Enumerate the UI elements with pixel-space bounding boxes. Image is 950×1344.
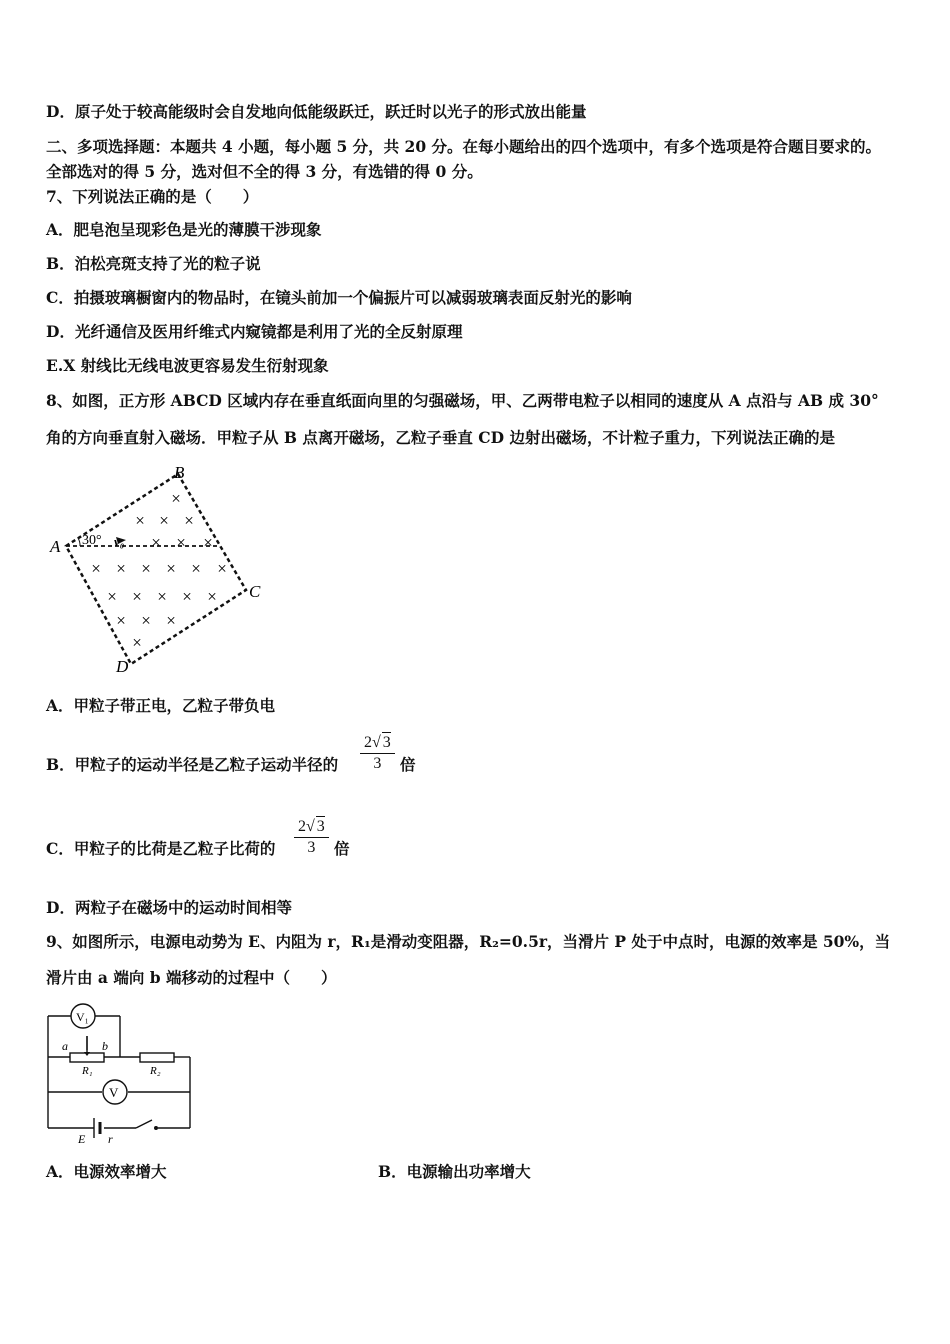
- q8-option-b-text: B．甲粒子的运动半径是乙粒子运动半径的: [46, 755, 339, 774]
- fraction-radicand: 3: [316, 818, 325, 835]
- q7-option-c: C．拍摄玻璃橱窗内的物品时，在镜头前加一个偏振片可以减弱玻璃表面反射光的影响: [46, 288, 632, 307]
- field-mark-x: ×: [151, 533, 161, 552]
- field-mark-x: ×: [116, 559, 126, 578]
- field-mark-x: ×: [116, 611, 126, 630]
- q9-stem-line1: 9、如图所示，电源电动势为 E、内阻为 r，R₁是滑动变阻器，R₂=0.5r，当滑片 P 处于中点时，电源的效率是 50%，当: [46, 932, 891, 951]
- field-mark-x: ×: [166, 559, 176, 578]
- label-r1: R₁: [82, 1065, 93, 1077]
- field-mark-x: ×: [166, 611, 176, 630]
- field-mark-x: ×: [141, 611, 151, 630]
- label-d: D: [116, 657, 129, 676]
- label-c: C: [249, 582, 261, 601]
- angle-label: 30°: [82, 533, 102, 548]
- angle-arc: [78, 538, 80, 546]
- field-mark-x: ×: [132, 633, 142, 652]
- field-mark-x: ×: [184, 511, 194, 530]
- resistor-r2: [140, 1053, 174, 1062]
- fraction-denominator: 3: [307, 839, 316, 856]
- label-b: B: [174, 463, 185, 482]
- field-mark-x: ×: [91, 559, 101, 578]
- field-mark-x: ×: [182, 587, 192, 606]
- q9-circuit-figure: [44, 1002, 204, 1148]
- sqrt-sign: √: [306, 818, 315, 835]
- q8-option-b-fraction: [360, 732, 395, 774]
- field-marks: [91, 489, 227, 652]
- velocity-label: v₀: [114, 534, 125, 549]
- fraction-denominator: 3: [373, 755, 382, 772]
- q8-option-c-suffix: 倍: [334, 839, 350, 858]
- q7-option-e: E.X 射线比无线电波更容易发生衍射现象: [46, 356, 329, 375]
- q7-option-a: A．肥皂泡呈现彩色是光的薄膜干涉现象: [46, 220, 322, 239]
- q8-option-c-text: C．甲粒子的比荷是乙粒子比荷的: [46, 839, 276, 858]
- switch-blade: [136, 1120, 152, 1128]
- q9-stem-line2: 滑片由 a 端向 b 端移动的过程中（ ）: [46, 968, 337, 987]
- slider-arrow: [84, 1052, 90, 1056]
- q9-option-b: B．电源输出功率增大: [378, 1162, 531, 1181]
- field-mark-x: ×: [141, 559, 151, 578]
- q8-option-c-fraction: [294, 816, 329, 858]
- sqrt-sign: √: [372, 734, 381, 751]
- q9-option-a: A．电源效率增大: [46, 1162, 167, 1181]
- label-r: r: [108, 1132, 113, 1146]
- q8-stem-line2: 角的方向垂直射入磁场．甲粒子从 B 点离开磁场，乙粒子垂直 CD 边射出磁场，不计粒子重力，下列说法正确的是: [46, 428, 835, 447]
- fraction-coefficient: 2: [298, 818, 306, 835]
- label-a: A: [50, 537, 61, 556]
- fraction-coefficient: 2: [364, 734, 372, 751]
- field-mark-x: ×: [135, 511, 145, 530]
- label-v: V: [109, 1085, 119, 1100]
- q6-option-d: D．原子处于较高能级时会自发地向低能级跃迁，跃迁时以光子的形式放出能量: [46, 102, 587, 121]
- field-mark-x: ×: [217, 559, 227, 578]
- switch-contact: [154, 1126, 158, 1130]
- field-mark-x: ×: [191, 559, 201, 578]
- field-mark-x: ×: [157, 587, 167, 606]
- field-mark-x: ×: [203, 533, 213, 552]
- section2-instructions: 二、多项选择题：本题共 4 小题，每小题 5 分，共 20 分。在每小题给出的四个选项中，有多个选项是符合题目要求的。: [46, 137, 882, 156]
- field-mark-x: ×: [132, 587, 142, 606]
- field-mark-x: ×: [207, 587, 217, 606]
- section2-scoring: 全部选对的得 5 分，选对但不全的得 3 分，有选错的得 0 分。: [46, 162, 483, 181]
- label-a: a: [62, 1039, 68, 1053]
- label-b: b: [102, 1039, 108, 1053]
- q8-magnetic-field-figure: [44, 460, 274, 680]
- field-mark-x: ×: [107, 587, 117, 606]
- label-v1: V₁: [76, 1010, 89, 1024]
- q7-stem: 7、下列说法正确的是（ ）: [46, 187, 259, 206]
- fraction-radicand: 3: [382, 734, 391, 751]
- q7-option-b: B．泊松亮斑支持了光的粒子说: [46, 254, 261, 273]
- label-r2: R₂: [150, 1065, 161, 1077]
- q8-option-b-suffix: 倍: [400, 755, 416, 774]
- field-mark-x: ×: [159, 511, 169, 530]
- field-mark-x: ×: [171, 489, 181, 508]
- field-mark-x: ×: [176, 533, 186, 552]
- q8-option-d: D．两粒子在磁场中的运动时间相等: [46, 898, 292, 917]
- q8-option-a: A．甲粒子带正电，乙粒子带负电: [46, 696, 276, 715]
- label-e: E: [78, 1132, 86, 1146]
- q7-option-d: D．光纤通信及医用纤维式内窥镜都是利用了光的全反射原理: [46, 322, 463, 341]
- q8-stem-line1: 8、如图，正方形 ABCD 区域内存在垂直纸面向里的匀强磁场，甲、乙两带电粒子以相同的速度从 A 点沿与 AB 成 30°: [46, 391, 879, 410]
